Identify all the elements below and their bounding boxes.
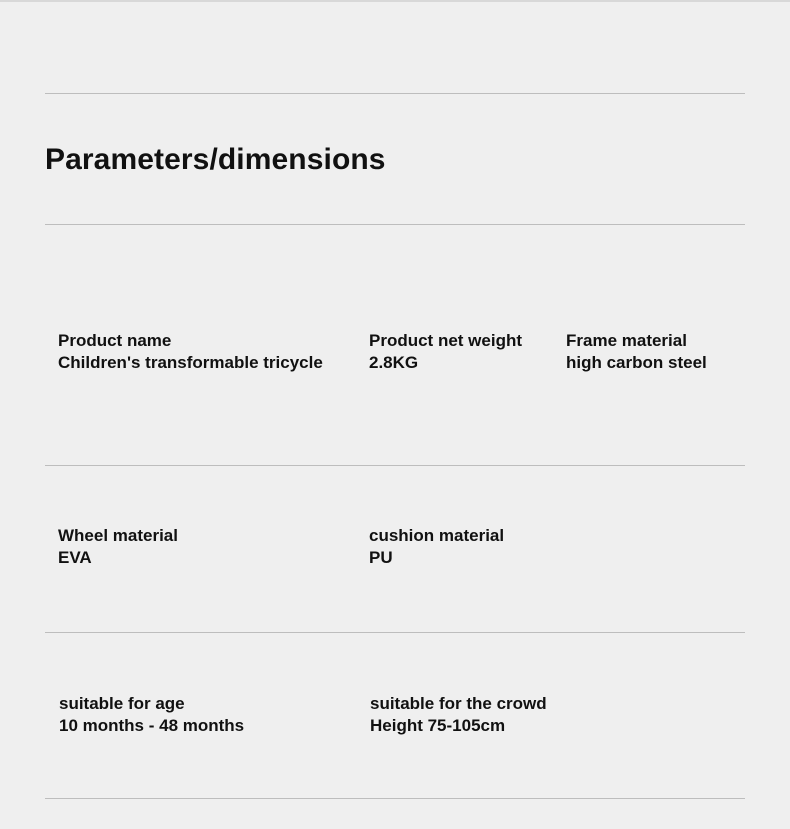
field-value: 2.8KG	[369, 353, 419, 372]
field-label: Frame material	[566, 331, 687, 350]
field-label: Product net weight	[369, 331, 522, 350]
field-value: PU	[369, 548, 393, 567]
divider-bottom	[45, 798, 745, 799]
section-title: Parameters/dimensions	[45, 143, 386, 176]
divider-under-title	[45, 224, 745, 225]
field-suitable-age	[59, 693, 244, 737]
divider-top	[45, 93, 745, 94]
field-label: Wheel material	[58, 526, 178, 545]
field-label: suitable for the crowd	[370, 694, 547, 713]
field-wheel-material	[58, 525, 178, 569]
divider-row-2	[45, 632, 745, 633]
field-value: 10 months - 48 months	[59, 716, 245, 735]
top-border	[0, 0, 790, 2]
divider-row-1	[45, 465, 745, 466]
field-product-net-weight	[369, 330, 522, 374]
field-value: EVA	[58, 548, 92, 567]
field-value: Children's transformable tricycle	[58, 353, 323, 372]
field-value: high carbon steel	[566, 353, 707, 372]
field-cushion-material	[369, 525, 504, 569]
field-label: suitable for age	[59, 694, 185, 713]
field-frame-material	[566, 330, 707, 374]
field-suitable-crowd	[370, 693, 547, 737]
field-label: cushion material	[369, 526, 505, 545]
field-label: Product name	[58, 331, 172, 350]
field-product-name	[58, 330, 323, 374]
field-value: Height 75-105cm	[370, 716, 506, 735]
